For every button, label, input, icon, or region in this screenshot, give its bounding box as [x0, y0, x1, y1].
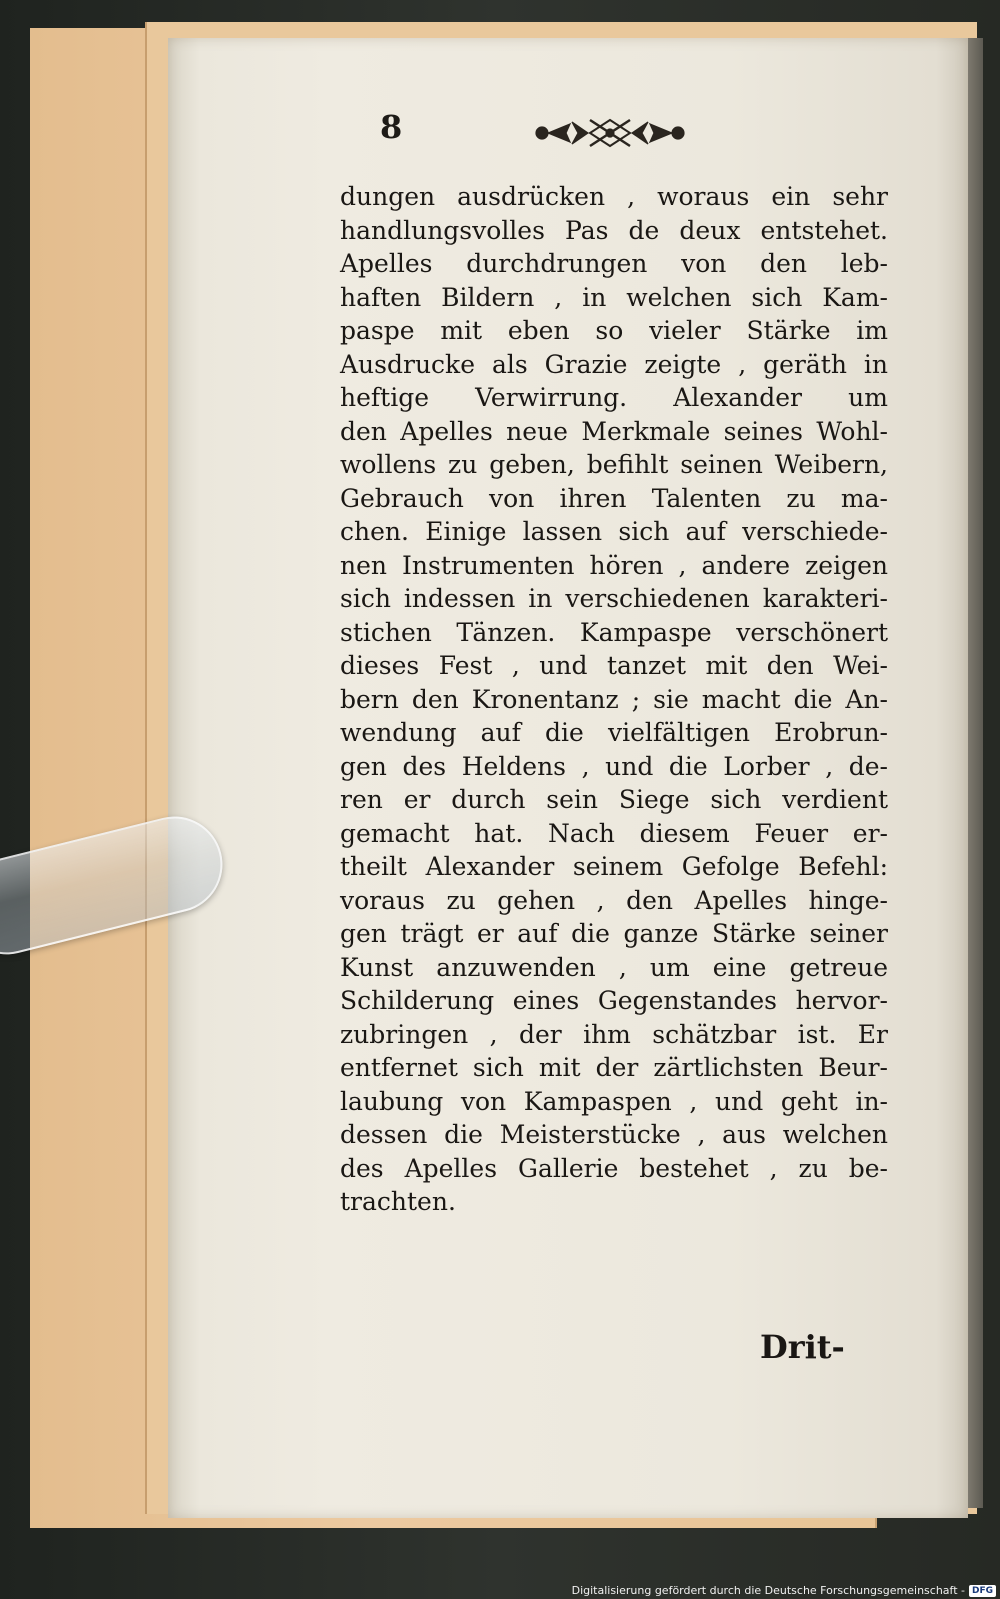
text-line: Ausdrucke als Grazie zeigte , geräth in	[340, 349, 888, 379]
text-line: voraus zu gehen , den Apelles hinge-	[340, 885, 888, 915]
text-line: gen des Heldens , und die Lorber , de-	[340, 751, 888, 781]
text-line: Kunst anzuwenden , um eine getreue	[340, 952, 888, 982]
text-line: trachten.	[340, 1187, 456, 1216]
ornament-icon	[530, 114, 690, 152]
text-line: wollens zu geben, befihlt seinen Weibern,	[340, 450, 888, 479]
text-line: Schilderung eines Gegenstandes hervor-	[340, 986, 888, 1015]
text-line: gemacht hat. Nach diesem Feuer er-	[340, 818, 888, 848]
text-line: ren er durch sein Siege sich verdient	[340, 785, 888, 814]
text-line: paspe mit eben so vieler Stärke im	[340, 316, 888, 345]
text-line: Apelles durchdrungen von den leb-	[340, 249, 888, 278]
text-line: gen trägt er auf die ganze Stärke seiner	[340, 919, 888, 948]
text-line: den Apelles neue Merkmale seines Wohl-	[340, 416, 888, 446]
page-number: 8	[380, 108, 403, 146]
text-line: stichen Tänzen. Kampaspe verschönert	[340, 617, 888, 647]
page-header	[380, 108, 700, 158]
text-line: chen. Einige lassen sich auf verschiede-	[340, 517, 888, 546]
text-line: dieses Fest , und tanzet mit den Wei-	[340, 651, 888, 680]
dfg-logo: DFG	[969, 1585, 996, 1597]
catchword: Drit-	[760, 1328, 845, 1366]
text-line: nen Instrumenten hören , andere zeigen	[340, 550, 888, 580]
text-line: dungen ausdrücken , woraus ein sehr	[340, 182, 888, 211]
credit-text: Digitalisierung gefördert durch die Deutsche Forschungsgemeinschaft -	[571, 1584, 965, 1597]
text-line: Gebrauch von ihren Talenten zu ma-	[340, 483, 888, 513]
text-line: des Apelles Gallerie bestehet , zu be-	[340, 1153, 888, 1183]
text-line: zubringen , der ihm schätzbar ist. Er	[340, 1019, 888, 1049]
text-line: sich indessen in verschiedenen karakteri-	[340, 584, 888, 613]
text-line: handlungsvolles Pas de deux entstehet.	[340, 215, 888, 245]
text-line: haften Bildern , in welchen sich Kam-	[340, 282, 888, 312]
text-line: dessen die Meisterstücke , aus welchen	[340, 1120, 888, 1149]
text-line: entfernet sich mit der zärtlichsten Beur-	[340, 1053, 888, 1082]
text-line: heftige Verwirrung. Alexander um	[340, 383, 888, 412]
body-text	[340, 180, 888, 1219]
text-line: bern den Kronentanz ; sie macht die An-	[340, 684, 888, 714]
digitization-credit	[572, 1584, 996, 1597]
text-line: laubung von Kampaspen , und geht in-	[340, 1086, 888, 1116]
text-line: wendung auf die vielfältigen Erobrun-	[340, 718, 888, 747]
text-line: theilt Alexander seinem Gefolge Befehl:	[340, 852, 888, 881]
